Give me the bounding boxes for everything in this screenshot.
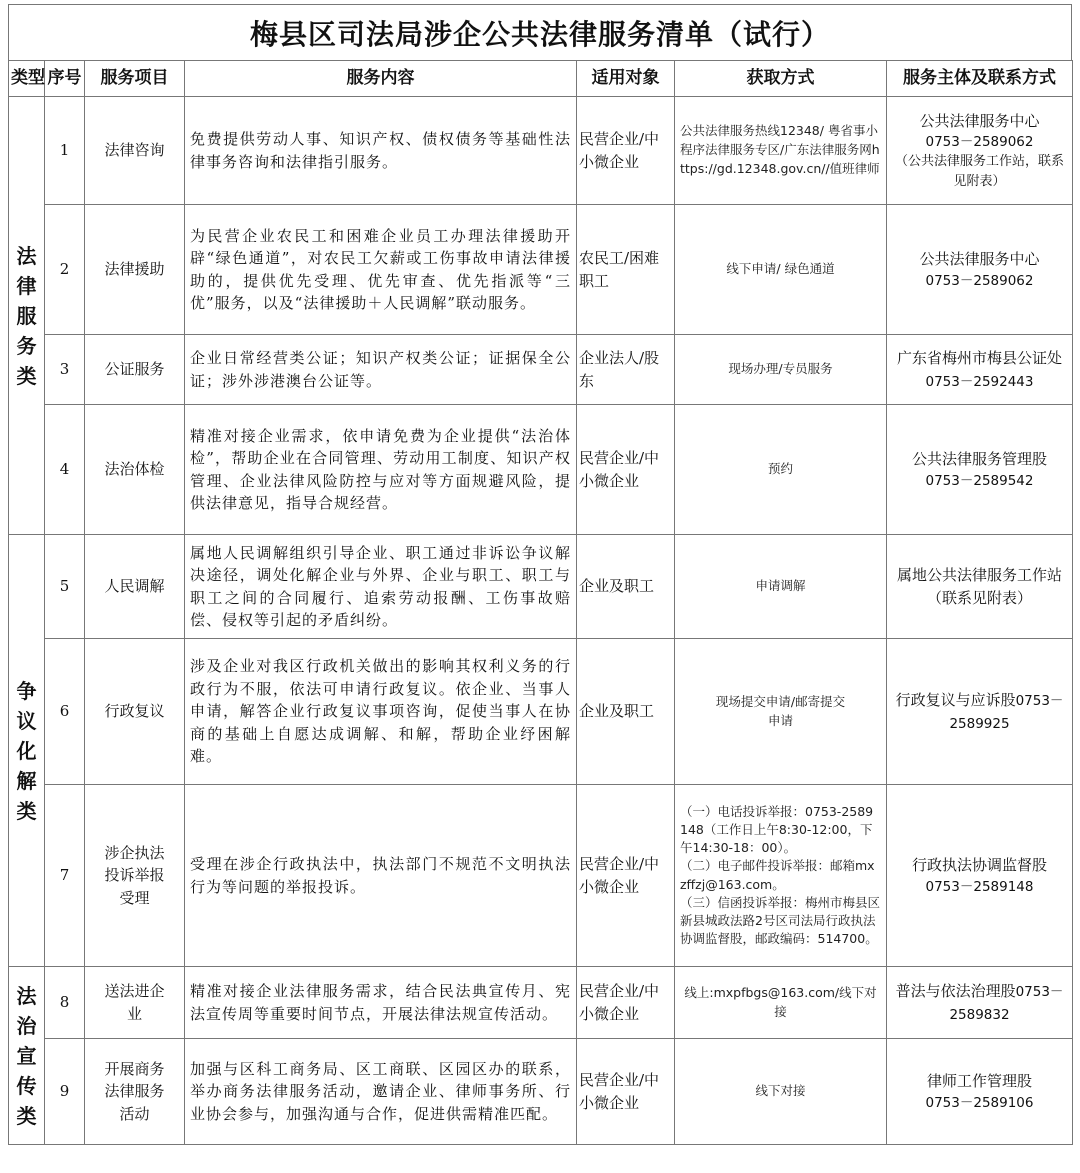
row-target: 民营企业/中小微企业 [577, 967, 675, 1039]
row-method: 现场提交申请/邮寄提交申请 [675, 639, 887, 785]
contact-phone: 0753－2589148 [925, 878, 1034, 895]
category-dispute-resolution: 争议化解类 [9, 535, 45, 967]
row-contact [887, 639, 1073, 785]
header-target: 适用对象 [577, 61, 675, 97]
row-target: 民营企业/中小微企业 [577, 1039, 675, 1145]
row-target: 企业法人/股东 [577, 335, 675, 405]
contact-name: 行政执法协调监督股 [911, 856, 1047, 875]
row-content: 精准对接企业需求，依申请免费为企业提供“法治体检”，帮助企业在合同管理、劳动用工制度、知识产权管理、企业法律风险防控与应对等方面规避风险，提供法律意见，指导合规经营。 [185, 405, 577, 535]
row-content: 涉及企业对我区行政机关做出的影响其权利义务的行政行为不服，依法可申请行政复议。依企业、当事人申请，解答企业行政复议事项咨询，促使当事人在协商的基础上自愿达成调解、和解，帮助企业纾困解难。 [185, 639, 577, 785]
contact-phone: 0753－2589106 [925, 1094, 1034, 1111]
category-legal-publicity: 法治宣传类 [9, 967, 45, 1145]
contact-phone: 0753－2589062 [925, 134, 1034, 151]
contact-phone: 0753－2589542 [925, 472, 1034, 489]
row-method: 预约 [675, 405, 887, 535]
contact-name: 普法与依法治理股0753－2589832 [895, 982, 1064, 1023]
table-row [9, 335, 1073, 405]
header-content: 服务内容 [185, 61, 577, 97]
table-row [9, 535, 1073, 639]
row-contact [887, 205, 1073, 335]
row-seq: 3 [45, 335, 85, 405]
row-item: 涉企执法投诉举报受理 [85, 785, 185, 967]
header-contact: 服务主体及联系方式 [887, 61, 1073, 97]
contact-name: 广东省梅州市梅县公证处0753－2592443 [896, 349, 1062, 390]
contact-name: 行政复议与应诉股0753－2589925 [895, 691, 1064, 732]
row-item: 法治体检 [85, 405, 185, 535]
document-title: 梅县区司法局涉企公共法律服务清单（试行） [8, 4, 1072, 60]
row-item: 送法进企业 [85, 967, 185, 1039]
contact-phone: 0753－2589062 [925, 272, 1034, 289]
row-target: 民营企业/中小微企业 [577, 97, 675, 205]
method-line: （二）电子邮件投诉举报：邮箱mxzffzj@163.com。 [680, 858, 875, 892]
row-seq: 2 [45, 205, 85, 335]
row-target: 民营企业/中小微企业 [577, 405, 675, 535]
row-content: 企业日常经营类公证；知识产权类公证；证据保全公证；涉外涉港澳台公证等。 [185, 335, 577, 405]
header-method: 获取方式 [675, 61, 887, 97]
row-item: 公证服务 [85, 335, 185, 405]
row-content: 加强与区科工商务局、区工商联、区园区办的联系，举办商务法律服务活动，邀请企业、律师事务所、行业协会参与，加强沟通与合作，促进供需精准匹配。 [185, 1039, 577, 1145]
row-method: 现场办理/专员服务 [675, 335, 887, 405]
header-seq: 序号 [45, 61, 85, 97]
row-method: 申请调解 [675, 535, 887, 639]
table-row [9, 639, 1073, 785]
row-contact [887, 967, 1073, 1039]
table-row [9, 205, 1073, 335]
table-row [9, 1039, 1073, 1145]
row-target: 企业及职工 [577, 535, 675, 639]
row-method: 线上:mxpfbgs@163.com/线下对接 [675, 967, 887, 1039]
row-contact [887, 1039, 1073, 1145]
row-item: 法律援助 [85, 205, 185, 335]
row-target: 农民工/困难职工 [577, 205, 675, 335]
row-content: 免费提供劳动人事、知识产权、债权债务等基础性法律事务咨询和法律指引服务。 [185, 97, 577, 205]
row-method [675, 785, 887, 967]
table-row [9, 405, 1073, 535]
row-seq: 6 [45, 639, 85, 785]
contact-phone: 0753－2592443 [925, 373, 1034, 390]
contact-name: 属地公共法律服务工作站（联系见附表） [896, 566, 1062, 607]
row-method: 线下对接 [675, 1039, 887, 1145]
table-row [9, 785, 1073, 967]
header-item: 服务项目 [85, 61, 185, 97]
row-seq: 1 [45, 97, 85, 205]
table-row [9, 97, 1073, 205]
table-header-row [9, 61, 1073, 97]
service-list-table [8, 60, 1073, 1145]
contact-note: （公共法律服务工作站，联系见附表） [894, 154, 1064, 189]
row-method: 线下申请/ 绿色通道 [675, 205, 887, 335]
table-row [9, 967, 1073, 1039]
row-seq: 9 [45, 1039, 85, 1145]
contact-phone: 0753－2589925 [949, 693, 1064, 732]
row-contact [887, 405, 1073, 535]
contact-name: 律师工作管理股 [926, 1072, 1032, 1091]
row-content: 属地人民调解组织引导企业、职工通过非诉讼争议解决途径，调处化解企业与外界、企业与职工、职工与职工之间的合同履行、追索劳动报酬、工伤事故赔偿、侵权等引起的矛盾纠纷。 [185, 535, 577, 639]
method-line: （三）信函投诉举报：梅州市梅县区新县城政法路2号区司法局行政执法协调监督股，邮政编码：514700。 [680, 894, 881, 946]
row-seq: 5 [45, 535, 85, 639]
row-seq: 4 [45, 405, 85, 535]
row-method: 公共法律服务热线12348/ 粤省事小程序法律服务专区/广东法律服务网https://gd.12348.gov.cn//值班律师 [675, 97, 887, 205]
row-seq: 7 [45, 785, 85, 967]
row-item: 人民调解 [85, 535, 185, 639]
category-legal-services: 法律服务类 [9, 97, 45, 535]
contact-name: 公共法律服务管理股 [911, 450, 1047, 469]
row-seq: 8 [45, 967, 85, 1039]
row-contact [887, 97, 1073, 205]
row-content: 精准对接企业法律服务需求，结合民法典宣传月、宪法宣传周等重要时间节点，开展法律法规宣传活动。 [185, 967, 577, 1039]
row-item: 法律咨询 [85, 97, 185, 205]
row-content: 为民营企业农民工和困难企业员工办理法律援助开辟“绿色通道”，对农民工欠薪或工伤事故申请法律援助的，提供优先受理、优先审查、优先指派等“三优”服务，以及“法律援助＋人民调解”联动服务。 [185, 205, 577, 335]
row-item: 行政复议 [85, 639, 185, 785]
row-contact [887, 785, 1073, 967]
header-type: 类型 [9, 61, 45, 97]
row-contact [887, 535, 1073, 639]
row-contact [887, 335, 1073, 405]
contact-name: 公共法律服务中心 [919, 250, 1040, 269]
row-content: 受理在涉企行政执法中，执法部门不规范不文明执法行为等问题的举报投诉。 [185, 785, 577, 967]
method-line: （一）电话投诉举报：0753-2589148（工作日上午8:30-12:00，下午14:30-18：00）。 [680, 804, 874, 856]
row-target: 企业及职工 [577, 639, 675, 785]
contact-phone: 0753－2589832 [949, 984, 1064, 1023]
row-target: 民营企业/中小微企业 [577, 785, 675, 967]
row-item: 开展商务法律服务活动 [85, 1039, 185, 1145]
contact-name: 公共法律服务中心 [919, 111, 1040, 130]
